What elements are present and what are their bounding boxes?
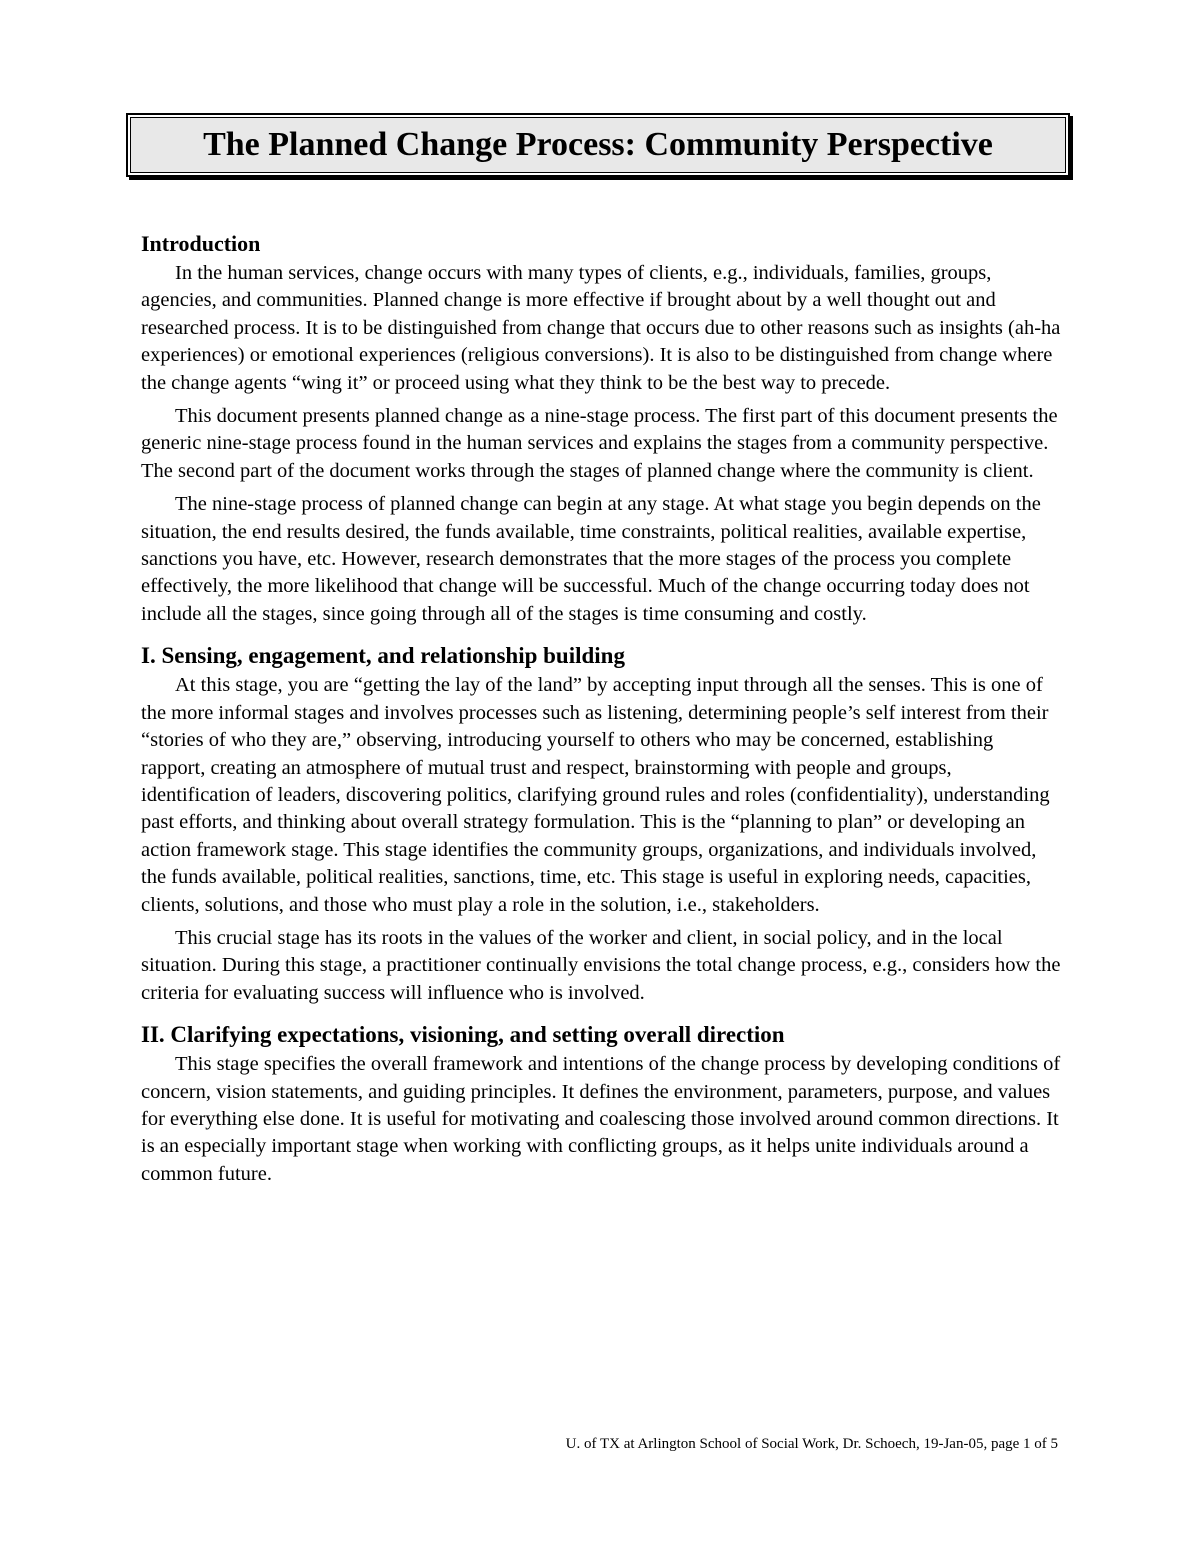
section-heading-stage-1: I. Sensing, engagement, and relationship building [141,643,625,669]
page-footer: U. of TX at Arlington School of Social Work, Dr. Schoech, 19-Jan-05, page 1 of 5 [565,1436,1058,1452]
section-heading-stage-2: II. Clarifying expectations, visioning, and setting overall direction [141,1022,785,1048]
title-box [126,113,1070,177]
paragraph: This crucial stage has its roots in the values of the worker and client, in social policy, and in the local situation. During this stage, a practitioner continually envisions the total change process, e.g., considers how the criteria for evaluating success will influence who is involved. [141,926,1061,1004]
section-introduction [141,230,1061,628]
section-clarifying-expectations [141,1021,1061,1188]
paragraph: This document presents planned change as a nine-stage process. The first part of this document presents the generic nine-stage process found in the human services and explains the stages from a community perspective. The second part of the document works through the stages of planned change where the community is client. [141,405,1058,482]
paragraph: At this stage, you are “getting the lay of the land” by accepting input through all the senses. This is one of the more informal stages and involves processes such as listening, determining people’s self interest from their “stories of who they are,” observing, introducing yourself to others who may be concerned, establishing rapport, creating an atmosphere of mutual trust and respect, brainstorming with people and groups, identification of leaders, discovering politics, clarifying ground rules and roles (confidentiality), understanding past efforts, and thinking about overall strategy formulation. This is the “planning to plan” or developing an action framework stage. This stage identifies the community groups, organizations, and individuals involved, the funds available, political realities, sanctions, time, etc. This stage is useful in exploring needs, capacities, clients, solutions, and those who must play a role in the solution, i.e., stakeholders. [141,674,1050,916]
paragraph: The nine-stage process of planned change can begin at any stage. At what stage you begin depends on the situation, the end results desired, the funds available, time constraints, political realities, available expertise, sanctions you have, etc. However, research demonstrates that the more stages of the process you complete effectively, the more likelihood that change will be successful. Much of the change occurring today does not include all the stages, since going through all of the stages is time consuming and costly. [141,493,1041,625]
document-body [141,230,1061,1194]
title-box-inner [130,117,1066,173]
paragraph: In the human services, change occurs with many types of clients, e.g., individuals, families, groups, agencies, and communities. Planned change is more effective if brought about by a well thought out and researched process. It is to be distinguished from change that occurs due to other reasons such as insights (ah-ha experiences) or emotional experiences (religious conversions). It is also to be distinguished from change where the change agents “wing it” or proceed using what they think to be the best way to precede. [141,262,1061,394]
section-heading-introduction: Introduction [141,231,261,256]
paragraph: This stage specifies the overall framework and intentions of the change process by developing conditions of concern, vision statements, and guiding principles. It defines the environment, parameters, purpose, and values for everything else done. It is useful for motivating and coalescing those involved around common directions. It is an especially important stage when working with conflicting groups, as it helps unite individuals around a common future. [141,1053,1061,1185]
document-title: The Planned Change Process: Community Perspective [203,126,993,163]
section-sensing-engagement [141,642,1061,1007]
